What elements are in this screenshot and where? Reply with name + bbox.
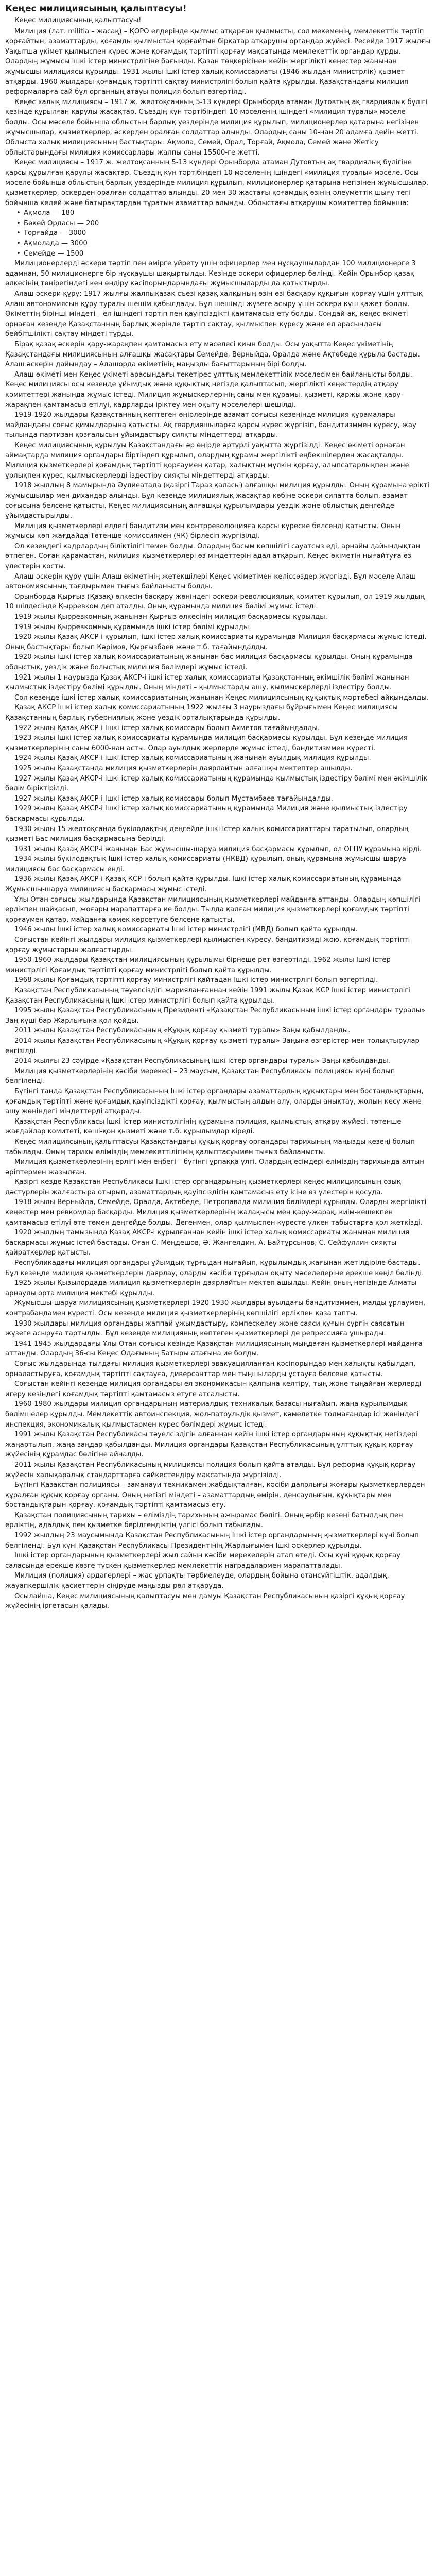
paragraph: Алаш әскерін құру үшін Алаш өкіметінің жетекшілері Кеңес үкіметімен келіссөздер жүргізді. Бұл мәселе Алаш автономиясының тағдырымен тығыз байланысты болды. [5, 572, 416, 591]
paragraph: Қазақстан Республикасы Ішкі істер министрлігінің құрамына полиция, қылмыстық-атқару жүйесі, төтенше жағдайлар комитеті, көші-қон қызметі және т.б. құрылымдар кіреді. [5, 1117, 402, 1136]
paragraph: Ұлы Отан соғысы жылдарында Қазақстан милициясының қызметкерлері майданға аттанды. Олардың көпшілігі ерлікпен шайқасып, жоғары марапаттарға ие болды. Тылда қалған милиция қызметкерлері қоғамдық тәртіпті қорғаумен қатар, майданға көмек көрсетуге белсене қатысты. [5, 895, 421, 924]
paragraph: Милиция (полиция) ардагерлері – жас ұрпақты тәрбиелеуде, олардың бойына отансүйгіштік, адалдық, жауапкершілік қасиеттерін сіңіруде маңызды рөл атқаруда. [5, 1572, 389, 1590]
list-item: • Бөкей Ордасы — 200 [5, 218, 431, 229]
paragraph: Бүгінгі таңда Қазақстан Республикасының Ішкі істер органдары азаматтардың құқықтары мен бостандықтарын, қоғамдық тәртіпті және қоғамдық қауіпсіздікті қорғау, қылмыстың алдын алу, оларды анықтау, жолын кесу және ашу жөніндегі міндеттерді атқарады. [5, 1087, 424, 1116]
paragraph: Ол кезеңдегі кадрлардың біліктілігі төмен болды. Олардың басым көпшілігі сауатсыз еді, арнайы дайындықтан өтпеген. Соған қарамастан, милиция қызметкерлері өз міндеттерін адал атқарып, Кеңес өкіметін нығайтуға өз үлестерін қосты. [5, 542, 421, 571]
paragraph: 1919-1920 жылдары Қазақстанның көптеген өңірлерінде азамат соғысы кезеңінде милиция құрамалары майдандағы соғыс қимылдарына қатысты. Ақ гвардияшыларға қарсы күрес жүргізіп, бандитизммен күресу, жау тылында партизан қозғалысын ұйымдастыру сияқты міндеттерді атқарды. [5, 411, 416, 439]
paragraph: Милиция қызметкерлерінің кәсіби мерекесі – 23 маусым, Қазақстан Республикасы полициясы күні болып белгіленді. [5, 1067, 395, 1086]
paragraph: Қазақ АКСР Ішкі істер халық комиссариатының 1922 жылғы 3 наурыздағы бұйрығымен Кеңес милициясы Қазақстанның барлық губерниялық және уездік орталықтарында құрылды. [5, 704, 398, 722]
paragraph: 1921 жылы 1 наурызда Қазақ АКСР-і ішкі істер халық комиссариаты Қазақстанның әкімшілік бөлімі жанынан қылмыстық іздестіру бөлімі құрылды. Оның міндеті – қылмыстарды ашу, қылмыскерлерді іздестіру болды. [5, 673, 409, 692]
paragraph: Жұмысшы-шаруа милициясының қызметкерлері 1920-1930 жылдары ауылдағы бандитизммен, малды ұрлаумен, контрабандамен күресті. Осы кезеңде милиция қызметкерлерінің көпшілігі ерлікпен қаза тапты. [5, 1299, 426, 1317]
paragraph: Соғыстан кейінгі жылдары милиция қызметкерлері қылмыспен күресу, бандитизмді жою, қоғамдық тәртіпті қорғау жұмыстарын жалғастырды. [5, 936, 410, 954]
paragraph: 2011 жылы Қазақстан Республикасының милициясы полиция болып қайта аталды. Бұл реформа құқық қорғау жүйесін халықаралық стандарттарға сәйкестендіру мақсатында жүргізілді. [5, 1461, 416, 1479]
paragraph: Кеңес халық милициясы – 1917 ж. желтоқсанның 5-13 күндері Орынборда атаман Дутовтың ақ гвардиялық бүлігі кезінде құрылған қарулы жасақтар. Съездің күн тәртібіндегі 10 мәселенің ішіндегі «милиция туралы» мәселе болды. Осы мәселе бойынша облыстың барлық уездерінде милиция құрылып, милиционерлер қатарына негізінен жұмысшылар, қызметкерлер, әскерден оралған солдаттар алынды. Олардың саны 10-нан 20 адамға дейін жетті. Облыста халық милициясының бастықтары: Ақмола, Семей, Орал, Торғай, Ақмола, Семей және Жетісу облыстарындағы милиция комиссарлары жалпы саны 15500-ге жетті. [5, 98, 427, 157]
paragraph: Қазақстан полициясының тарихы – еліміздің тарихының ажырамас бөлігі. Оның әрбір кезеңі батылдық пен ерліктің, адалдық пен қызметке берілгендіктің үлгісі болып табылады. [5, 1511, 403, 1530]
paragraph: 1995 жылы Қазақстан Республикасының Президенті «Қазақстан Республикасының ішкі істер органдары туралы» Заң күші бар Жарлығына қол қойды. [5, 1007, 426, 1025]
paragraph: 1991 жылы Қазақстан Республикасы тәуелсіздігін алғаннан кейін ішкі істер органдарының құқықтық негіздері жаңартылып, жаңа заңдар қабылданды. Милиция органдары Қазақстан Республикасының ұлттық құқық қорғау жүйесінің құрамдас бөлігіне айналды. [5, 1431, 417, 1459]
paragraph: 1934 жылы бүкілодақтық Ішкі істер халық комиссариаты (НКВД) құрылып, оның құрамына жұмысшы-шаруа милициясы бас басқармасы енді. [5, 855, 406, 873]
paragraph: 2011 жылы Қазақстан Республикасының «Құқық қорғау қызметі туралы» Заңы қабылданды. [14, 1027, 351, 1035]
paragraph: Бірақ қазақ әскерін қару-жарақпен қамтамасыз ету мәселесі қиын болды. Осы уақытта Кеңес үкіметінің Қазақстандағы милициясының алғашқы жасақтары Семейде, Верныйда, Оралда және Ақтөбеде құрыла бастады. Алаш әскерін дайындау – Алашорда өкіметінің маңызды бағыттарының бірі болды. [5, 341, 420, 369]
paragraph: 1920 жылы ішкі істер халық комиссариатының жанынан бас милиция басқармасы құрылды. Оның құрамында облыстық, уездік және болыстық милиция бөлімдері жұмыс істеді. [5, 653, 413, 671]
paragraph: Қазіргі кезде Қазақстан Республикасы Ішкі істер органдарының қызметкерлері кеңес милициясының озық дәстүрлерін жалғастыра отырып, азаматтардың қауіпсіздігін қамтамасыз ету ісіне өз үлестерін қосуда. [5, 1178, 401, 1196]
paragraph: Бүгінгі Қазақстан полициясы – заманауи техникамен жабдықталған, кәсіби даярлығы жоғары қызметкерлерден құралған құқық қорғау органы. Оның негізгі міндеті – азаматтардың өмірін, денсаулығын, құқықтары мен бостандықтарын қорғау, қоғамдық тәртіпті қамтамасыз ету. [5, 1481, 425, 1510]
paragraph: 1925 жылы Қызылордада милиция қызметкерлерін даярлайтын мектеп ашылды. Кейін оның негізінде Алматы арнаулы орта милиция мектебі құрылды. [5, 1279, 417, 1297]
paragraph: Алаш өкіметі мен Кеңес үкіметі арасындағы текетірес ұлттық мемлекеттілік мәселесімен байланысты болды. Кеңес милициясы осы кезеңде ұйымдық және құқықтық негізде қалыптасып, жергілікті кеңестердің атқару комитеттері жанында жұмыс істеді. Милиция жұмыскерлерінің саны мен құрамы, қызметі, қаржы және қару-жарақпен қамтамасыз етілуі, кадрларды іріктеу мен оқыту мәселелері шешілді. [5, 370, 413, 409]
paragraph: 1919 жылы Қырревкомның жанынан Қырғыз өлкесінің милиция басқармасы құрылды. [14, 613, 327, 621]
paragraph: Республикадағы милиция органдары ұйымдық тұрғыдан нығайып, құрылымдық жағынан жетілдіріле бастады. Бұл кезеңде милиция қызметкерлерін даярлау, оларды кәсіби тұрғыдан оқыту мәселелеріне ерекше көңіл бөлінді. [5, 1259, 424, 1277]
paragraph: Соғыс жылдарында тылдағы милиция қызметкерлері эвакуацияланған кәсіпорындар мен халықты қабылдап, орналастыруға, қоғамдық тәртіпті сақтауға, диверсанттар мен тыңшыларды ұстауға белсене қатысты. [5, 1360, 416, 1378]
paragraph: 1918 жылы Верныйда, Семейде, Оралда, Ақтөбеде, Петропавлда милиция бөлімдері құрылды. Оларды жергілікті кеңестер мен ревкомдар басқарды. Милиция қызметкерлерінің жалақысы мен қару-жарақ, киім-кешекпен қамтамасыз етілуі өте төмен деңгейде болды. Дегенмен, олар қылмыспен күресте үлкен табыстарға қол жеткізді. [5, 1198, 427, 1227]
paragraph: 1950-1960 жылдары Қазақстан милициясының құрылымы бірнеше рет өзгертілді. 1962 жылы Ішкі істер министрлігі Қоғамдық тәртіпті қорғау министрлігі болып қайта құрылды. [5, 956, 391, 974]
paragraph: 1930 жылы 15 желтоқсанда бүкілодақтық деңгейде ішкі істер халық комиссариаттары таратылып, олардың қызметі Бас милиция басқармасына берілді. [5, 825, 409, 843]
paragraph: 1929 жылы Қазақ АКСР-і Ішкі істер халық комиссариатының құрамында Милиция және қылмыстық іздестіру басқармасы құрылды. [5, 805, 408, 823]
paragraph: Милиция қызметкерлері елдегі бандитизм мен контрреволюцияға қарсы күреске белсенді қатысты. Оның жұмысы көп жағдайда Төтенше комиссиямен (ЧК) бірлесіп жүргізілді. [5, 522, 401, 540]
paragraph: Осылайша, Кеңес милициясының қалыптасуы мен дамуы Қазақстан Республикасының қазіргі құқық қорғау жүйесінің іргетасын қалады. [5, 1592, 405, 1611]
bullet-list [5, 208, 431, 259]
paragraph: 1922 жылы Қазақ АКСР-і Ішкі істер халық комиссары болып Ахметов тағайындалды. [14, 724, 320, 732]
paragraph: 2014 жылғы 23 сәуірде «Қазақстан Республикасының ішкі істер органдары туралы» Заңы қабылданды. [14, 1057, 390, 1065]
document-body [5, 27, 431, 1612]
paragraph: 1925 жылы Қазақстанда милиция қызметкерлерін даярлайтын алғашқы мектептер ашылды. [14, 764, 353, 772]
paragraph: 1920 жылдың тамызында Қазақ АКСР-і құрылғаннан кейін ішкі істер халық комиссариаты жанынан милиция басқармасы жұмыс істей бастады. Оған С. Меңдешов, Ә. Жангелдин, А. Байтұрсынов, С. Сейфуллин сияқты қайраткерлер қатысты. [5, 1229, 410, 1257]
paragraph: 1930 жылдары милиция органдары жаппай ұжымдастыру, кәмпескелеу және саяси қуғын-сүргін саясатын жүзеге асыруға тартылды. Бұл кезеңде милицияның көптеген қызметкерлері де репрессияға ұшырады. [5, 1319, 405, 1338]
paragraph: 1941-1945 жылдардағы Ұлы Отан соғысы кезінде Қазақстан милициясының мыңдаған қызметкерлері майданға аттанды. Олардың 36-сы Кеңес Одағының Батыры атағына ие болды. [5, 1340, 423, 1358]
paragraph: 1927 жылы Қазақ АКСР-і Ішкі істер халық комиссары болып Мұстамбаев тағайындалды. [14, 794, 333, 803]
paragraph: 1920 жылы Қазақ АКСР-і құрылып, ішкі істер халық комиссариаты құрамында Милиция басқармасы жұмыс істеді. Оның бастықтары болып Кәрімов, Қырғызбаев және т.б. тағайындалды. [5, 633, 427, 651]
list-item: • Семейде — 1500 [5, 249, 431, 259]
paragraph: Соғыстан кейінгі кезеңде милиция органдары ел экономикасын қалпына келтіру, тың және тыңайған жерлерді игеру кезіндегі қоғамдық тәртіпті қамтамасыз етуге атсалысты. [5, 1380, 422, 1398]
paragraph: Милиционерлерді әскери тәртіп пен өмірге үйрету үшін офицерлер мен нұсқаушылардан 100 милиционерге 3 адамнан, 50 милиционерге бір нұсқаушы шақыртылды. Кезінде әскери офицерлер бөлінді. Кейін Орынбор қазақ өлкесінің төңірегіндегі кен өндіру кәсіпорындарындағы жұмысшыларды да қатыстырды. [5, 260, 416, 288]
paragraph: Алаш әскери құру: 1917 жылғы жалпықазақ съезі қазақ халқының өзін-өзі басқару құқығын қорғау үшін ұлттық Алаш автономиясын құру туралы шешім қабылдады. Бұл шешімді жүзеге асыру үшін әскери күш қажет болды. Өкіметтің бірінші міндеті – ел ішіндегі тәртіп пен қауіпсіздікті қамтамасыз ету болды. Сондай-ақ, кеңес өкіметі орнаған кезеңде Қазақстанның барлық жерінде тәртіп сақтау, қылмыспен күресу және ел арасындағы бейбітшілікті сақтау міндеті тұрды. [5, 290, 423, 338]
paragraph: Ішкі істер органдарының қызметкерлері жыл сайын кәсіби мерекелерін атап өтеді. Осы күні құқық қорғау саласында ерекше көзге түскен қызметкерлер мемлекеттік наградалармен марапатталады. [5, 1552, 400, 1570]
paragraph: 1946 жылы Ішкі істер халық комиссариаты Ішкі істер министрлігі (МВД) болып қайта құрылды. [14, 926, 358, 934]
paragraph: 1960-1980 жылдары милиция органдарының материалдық-техникалық базасы нығайып, жаңа құрылымдық бөлімшелер құрылды. Мемлекеттік автоинспекция, жол-патрульдік қызмет, кәмелетке толмағандар ісі жөніндегі инспекция, экономикалық қылмыстармен күрес бөлімдері жұмыс істеді. [5, 1400, 419, 1429]
paragraph: 1918 жылдың 8 мамырында Әулиеатада (қазіргі Тараз қаласы) алғашқы милиция құрылды. Оның құрамына ерікті жұмысшылар мен дихандар алынды. Бұл кезеңде милициялық жасақтар көбіне әскери сипатта болып, азамат соғысына белсене қатысты. Кеңес милициясының алғашқы құрылымдары уездік және облыстық деңгейде ұйымдастырылды. [5, 482, 429, 520]
list-item: • Ақмола — 180 [5, 208, 431, 218]
paragraph: 1919 жылы Қырревкомның құрамында ішкі істер бөлімі құрылды. [14, 623, 251, 631]
paragraph: 1936 жылы Қазақ АКСР-і Қазақ КСР-і болып қайта құрылды. Ішкі істер халық комиссариатының құрамында Жұмысшы-шаруа милициясы басқармасы жұмыс істеді. [5, 875, 402, 894]
paragraph: 1968 жылы Қоғамдық тәртіпті қорғау министрлігі қайтадан Ішкі істер министрлігі болып өзгертілді. [14, 976, 378, 985]
paragraph: Қазақстан Республикасының тәуелсіздігі жарияланғаннан кейін 1991 жылы Қазақ КСР Ішкі істер министрлігі Қазақстан Республикасының Ішкі істер министрлігі болып қайта құрылды. [5, 987, 410, 1005]
paragraph: Орынборда Қырғыз (Қазақ) өлкесін басқару жөніндегі әскери-революциялық комитет құрылып, ол 1919 жылдың 10 шілдесінде Қырревком деп аталды. Оның құрамында милиция бөлімі жұмыс істеді. [5, 592, 425, 611]
paragraph: 1931 жылы Қазақ АКСР-і жанынан Бас жұмысшы-шаруа милиция басқармасы құрылып, ол ОГПУ құрамына кірді. [14, 845, 422, 853]
list-item: • Торғайда — 3000 [5, 228, 431, 239]
paragraph: 2014 жылы Қазақстан Республикасының «Құқық қорғау қызметі туралы» Заңына өзгерістер мен толықтырулар енгізілді. [5, 1037, 420, 1055]
list-item: • Ақмолада — 3000 [5, 239, 431, 249]
paragraph: Сол кезеңде ішкі істер халық комиссариатының жанынан Кеңес милициясының құқықтық мәртебесі айқындалды. [14, 693, 429, 702]
page-title: Кеңес милициясының қалыптасуы! [5, 4, 187, 14]
paragraph: Кеңес милициясының қалыптасуы Қазақстандағы құқық қорғау органдары тарихының маңызды кезеңі болып табылады. Оның тарихы еліміздің мемлекеттілігінің қалыптасуымен тығыз байланысты. [5, 1138, 415, 1156]
paragraph: Кеңес милициясы – 1917 ж. желтоқсанның 5-13 күндері Орынборда атаман Дутовтың ақ гвардиялық бүлігіне қарсы құрылған қарулы жасақтар. Съездің күн тәртібіндегі 10 мәселенің ішіндегі «милиция туралы» мәселе. Осы мәселе бойынша облыстың барлық уездерінде милиция құрылып, милиционерлер қатарына негізінен жұмысшылар, қызметкерлер, әскерден оралған солдаттар алынды. 20 мен 30 жастағы қоғамдық өзінің әлеуметтік шығу тегі бойынша кедей және батырақтардан тұратын азаматтар алынды. Облыстағы атқарушы комитеттер бойынша: [5, 159, 429, 207]
paragraph: Милиция (лат. militia – жасақ) – ҚОРО елдерінде қылмыс атқарған қылмысты, сол мекеменің, мемлекеттік тәртіп қорғайтын, азаматтарды, қоғамды қылмыстан қорғайтын бірқатар атқарушы органдар жүйесі. Ресейде 1917 жылғы Уақытша үкімет қылмыспен күрес және қоғамдық тәртіпті қорғау мақсатында мемлекеттік органдар құрды. Олардың жұмысы ішкі істер министрлігіне бағынды. Қазан төңкерісінен кейін жергілікті кеңестер жанынан жұмысшы милициясы құрылды. 1931 жылы ішкі істер халық комиссариаты (1946 жылдан министрлік) қызмет атқарды. 1960 жылдары қоғамдық тәртіпті сақтау министрлігі болып қайта құрылды. Қазақстандағы милиция реформаларға сай бұл органның атауы полиция болып өзгертілді. [5, 27, 430, 96]
paragraph: 1927 жылы Қазақ АКСР-і ішкі істер халық комиссариатының құрамында қылмыстық іздестіру бөлімі мен әкімшілік бөлім біріктірілді. [5, 774, 428, 793]
paragraph: Кеңес милициясының құрылуы Қазақстандағы әр өңірде әртүрлі уақытта жүргізілді. Кеңес өкіметі орнаған аймақтарда милиция органдары біртіндеп құрылып, олардың құрамы жергілікті еңбекшілерден жасақталды. Милиция қызметкерлері қоғамдық тәртіпті қорғаумен қатар, халықтың мүлкін қорғау, алыпсатарлықпен және ұрлықпен күрес, қылмыскерлерді іздестіру сияқты міндеттерді атқарды. [5, 441, 409, 480]
paragraph: 1923 жылы Ішкі істер халық комиссариаты құрамында милиция басқармасы құрылды. Бұл кезеңде милиция қызметкерлерінің саны 6000-нан асты. Олар ауылдық жерлерде жұмыс істеді, бандитизммен күресті. [5, 734, 408, 752]
paragraph: 1992 жылдың 23 маусымында Қазақстан Республикасының Ішкі істер органдарының қызметкерлері күні болып белгіленді. Бұл күні Қазақстан Республикасы Президентінің Жарлығымен Ішкі әскерлер құрылды. [5, 1532, 419, 1550]
page-subtitle: Кеңес милициясының қалыптасуы! [14, 16, 142, 24]
paragraph: 1924 жылы Қазақ АКСР-і ішкі істер халық комиссариатының жанынан ауылдық милиция құрылды. [14, 754, 371, 762]
paragraph: Милиция қызметкерлерінің ерлігі мен еңбегі – бүгінгі ұрпаққа үлгі. Олардың есімдері еліміздің тарихында алтын әріптермен жазылған. [5, 1158, 424, 1176]
